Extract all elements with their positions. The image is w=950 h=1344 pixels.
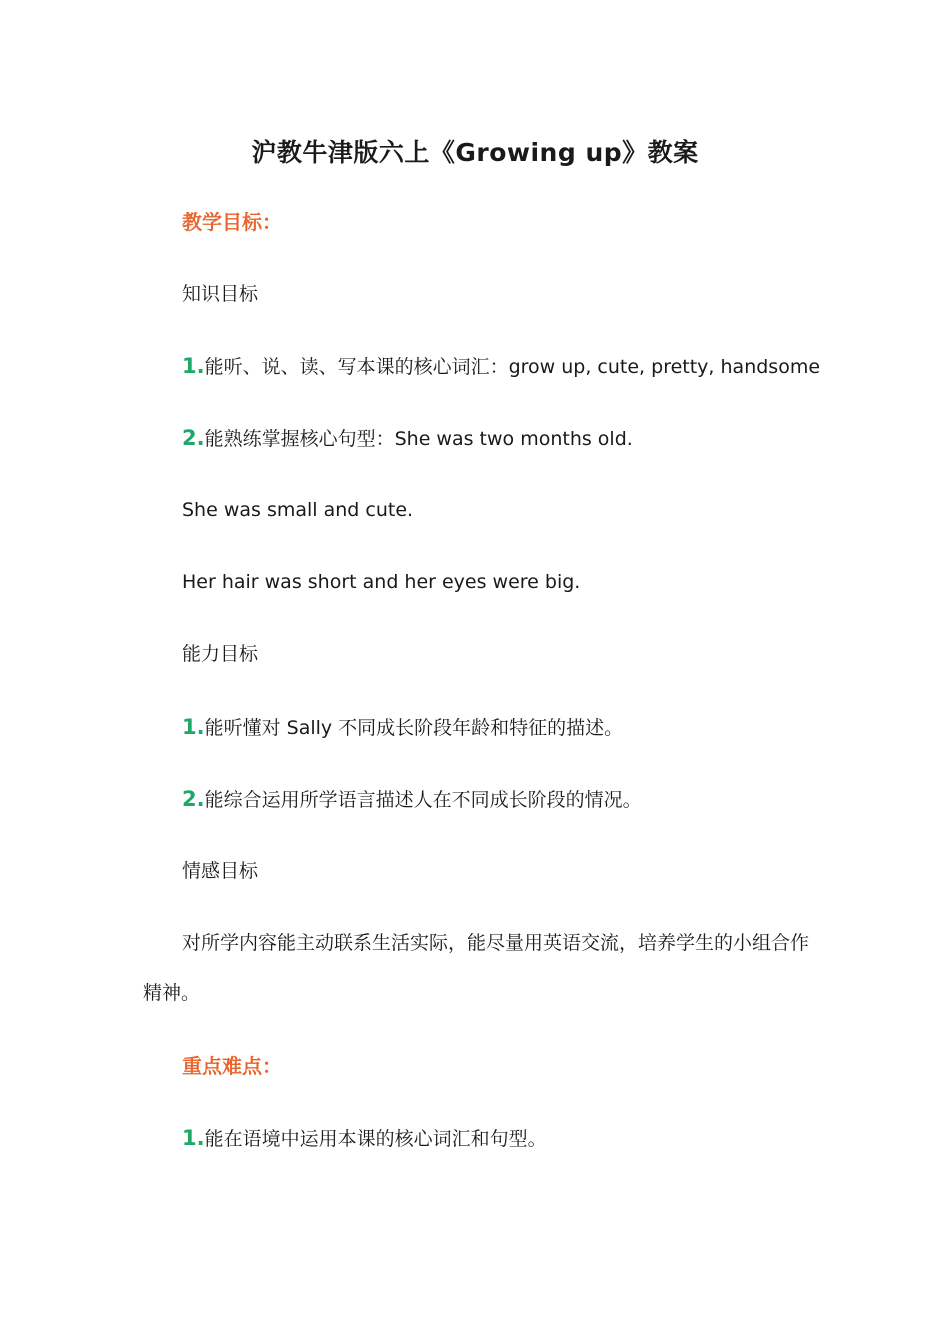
list-number: 2. [182,426,205,450]
list-text: 能听懂对 Sally 不同成长阶段年龄和特征的描述。 [204,717,624,739]
section-heading-objectives: 教学目标： [182,210,282,234]
list-item [182,1124,547,1153]
list-text: 能综合运用所学语言描述人在不同成长阶段的情况。 [204,789,642,811]
list-text: 能听、说、读、写本课的核心词汇：grow up, cute, pretty, handsome [204,356,821,378]
example-sentence: Her hair was short and her eyes were big. [182,571,581,593]
list-item [182,352,820,381]
subheading-emotion-goal: 情感目标 [182,860,259,882]
list-number: 1. [182,354,205,378]
list-number: 1. [182,1126,205,1150]
list-number: 2. [182,787,205,811]
subheading-knowledge-goal: 知识目标 [182,283,259,305]
list-item [182,424,633,453]
example-sentence: She was small and cute. [182,499,414,521]
list-number: 1. [182,715,205,739]
paragraph-emotion-goal: 对所学内容能主动联系生活实际，能尽量用英语交流，培养学生的小组合作精神。 [143,932,810,1004]
subheading-ability-goal: 能力目标 [182,643,259,665]
page-title: 沪教牛津版六上《Growing up》教案 [251,138,699,167]
list-text: 能在语境中运用本课的核心词汇和句型。 [204,1128,547,1150]
list-text: 能熟练掌握核心句型：She was two months old. [204,428,633,450]
section-heading-keypoints: 重点难点： [182,1054,282,1078]
list-item [182,785,642,814]
list-item [182,713,623,742]
